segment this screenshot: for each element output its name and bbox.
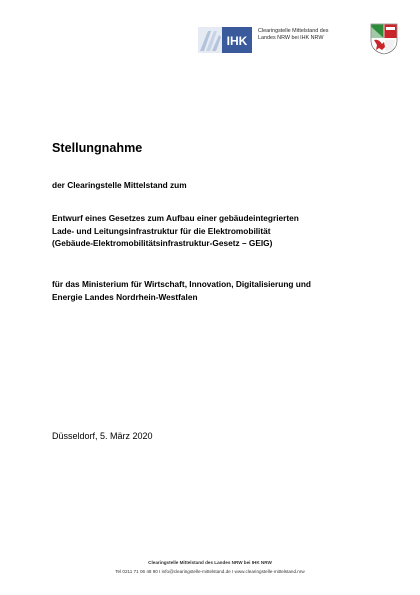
document-subtitle: der Clearingstelle Mittelstand zum [52,180,187,190]
draft-line: Entwurf eines Gesetzes zum Aufbau einer gebäudeintegrierten [52,213,299,223]
ministry-line: Energie Landes Nordrhein-Westfalen [52,291,198,302]
org-line-2: Landes NRW bei IHK NRW [258,35,324,41]
footer-contact: Tel 0211 71 06 48 90 I info@clearingstelle-mittelstand.de I www.clearingstelle-mittelstand.nrw [115,569,305,574]
nrw-coat-of-arms [370,23,398,55]
ministry-line: für das Ministerium für Wirtschaft, Innovation, Digitalisierung und [52,279,311,289]
draft-law-title [52,212,299,250]
draft-line: Lade- und Leitungsinfrastruktur für die Elektromobilität [52,225,271,236]
page-header [0,22,420,58]
document-date: Düsseldorf, 5. März 2020 [52,431,153,441]
footer-organization: Clearingstelle Mittelstand des Landes NRW bei IHK NRW [148,560,272,565]
ihk-logo-text: IHK [226,34,248,48]
draft-line: (Gebäude-Elektromobilitätsinfrastruktur-Gesetz – GEIG) [52,238,273,248]
ministry-recipient [52,278,311,303]
document-title: Stellungnahme [52,141,143,155]
organization-name [258,28,368,42]
ihk-logo [198,25,252,55]
org-line-1: Clearingstelle Mittelstand des [258,28,329,34]
